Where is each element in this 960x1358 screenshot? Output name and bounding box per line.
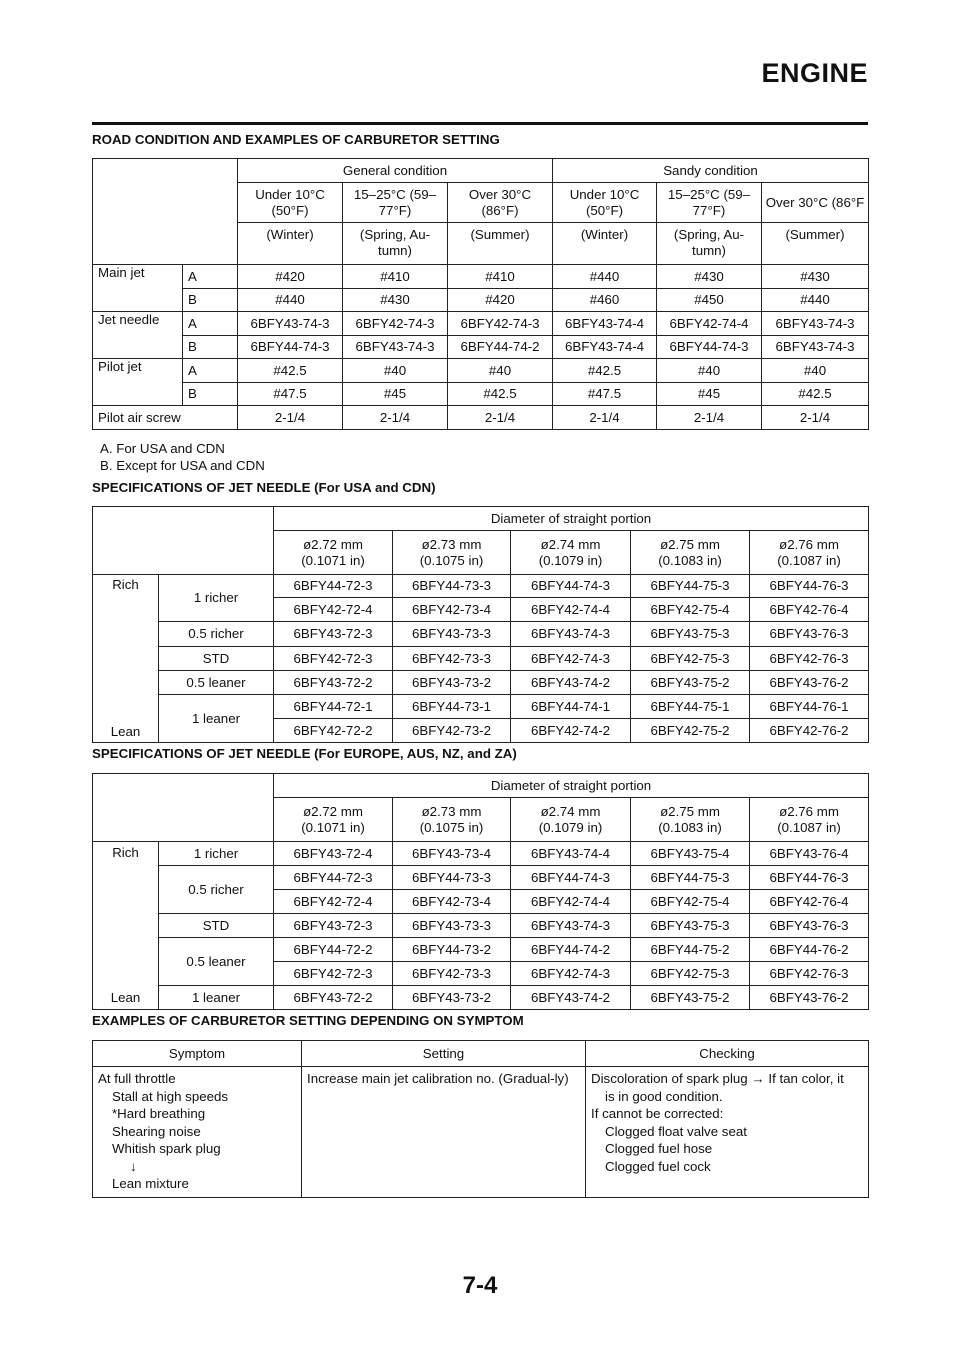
value-cell: 6BFY44-75-1 (631, 695, 750, 719)
size-header (511, 531, 631, 575)
symptom-line: Stall at high speeds (112, 1088, 229, 1104)
value-cell: 2-1/4 (553, 406, 657, 430)
table-row (93, 842, 869, 866)
item-label: Pilot air screw (93, 406, 238, 430)
symptom-cell (93, 1067, 302, 1198)
mark-cell: B (183, 336, 238, 359)
value-cell: 6BFY43-75-2 (631, 671, 750, 695)
blank-corner (93, 159, 238, 265)
rich-lean-scale (93, 842, 159, 1010)
value-cell: 6BFY43-74-2 (511, 986, 631, 1010)
value-cell: 6BFY44-72-3 (274, 575, 393, 598)
check-line: If cannot be corrected: (591, 1106, 724, 1121)
value-cell: 6BFY43-74-3 (343, 336, 448, 359)
value-cell: #47.5 (238, 383, 343, 406)
value-cell: 6BFY44-73-2 (393, 938, 511, 962)
size-mm: ø2.76 mm (779, 803, 839, 819)
value-cell: 6BFY43-74-2 (511, 671, 631, 695)
value-cell: 6BFY44-74-2 (448, 336, 553, 359)
size-header (750, 531, 869, 575)
size-mm: ø2.75 mm (660, 803, 720, 819)
note: B. Except for USA and CDN (100, 458, 265, 473)
value-cell: 6BFY42-74-4 (511, 890, 631, 914)
value-cell: 6BFY44-72-3 (274, 866, 393, 890)
size-header (511, 798, 631, 842)
table-row (93, 647, 869, 671)
value-cell: 6BFY42-75-3 (631, 647, 750, 671)
value-cell: #42.5 (553, 359, 657, 383)
setting-label: STD (159, 647, 274, 671)
value-cell: #47.5 (553, 383, 657, 406)
setting-label: STD (159, 914, 274, 938)
value-cell: 6BFY44-73-3 (393, 575, 511, 598)
item-label: Jet needle (93, 312, 183, 359)
check-line: is in good condition. (605, 1088, 723, 1104)
season-header: (Summer) (448, 223, 553, 265)
value-cell: 6BFY44-73-1 (393, 695, 511, 719)
value-cell: #42.5 (448, 383, 553, 406)
value-cell: 6BFY42-73-4 (393, 598, 511, 622)
value-cell: 6BFY43-76-3 (750, 914, 869, 938)
size-in: (0.1087 in) (777, 819, 841, 835)
value-cell: 6BFY42-74-3 (511, 647, 631, 671)
value-cell: 6BFY44-73-3 (393, 866, 511, 890)
temp-header: 15–25°C (59–77°F) (657, 183, 762, 223)
value-cell: 6BFY42-76-4 (750, 890, 869, 914)
check-line: Clogged fuel hose (605, 1141, 713, 1156)
symptom-line: *Hard breathing (112, 1106, 206, 1121)
blank-corner (93, 507, 274, 575)
value-cell: 2-1/4 (238, 406, 343, 430)
value-cell: 6BFY42-75-4 (631, 890, 750, 914)
setting-label: 0.5 leaner (159, 938, 274, 986)
value-cell: #440 (762, 289, 869, 312)
value-cell: 6BFY42-76-3 (750, 647, 869, 671)
value-cell: 6BFY42-74-4 (657, 312, 762, 336)
value-cell: 6BFY42-75-4 (631, 598, 750, 622)
value-cell: 6BFY43-74-3 (511, 914, 631, 938)
symptom-line: Shearing noise (112, 1123, 201, 1139)
value-cell: 6BFY43-73-4 (393, 842, 511, 866)
value-cell: 6BFY42-76-3 (750, 962, 869, 986)
size-mm: ø2.73 mm (421, 536, 482, 552)
checking-header: Checking (586, 1041, 869, 1067)
value-cell: #40 (657, 359, 762, 383)
value-cell: 6BFY42-74-3 (511, 962, 631, 986)
value-cell: #40 (343, 359, 448, 383)
size-mm: ø2.72 mm (303, 536, 363, 552)
value-cell: 6BFY44-74-3 (238, 336, 343, 359)
page-number: 7-4 (462, 1272, 498, 1299)
setting-label: 1 richer (159, 575, 274, 622)
value-cell: 6BFY44-72-1 (274, 695, 393, 719)
table-row (93, 938, 869, 962)
diameter-header: Diameter of straight portion (274, 774, 869, 798)
value-cell: #45 (343, 383, 448, 406)
road-condition-heading: ROAD CONDITION AND EXAMPLES OF CARBURETOR SETTING (92, 132, 500, 147)
value-cell: 6BFY42-74-2 (511, 719, 631, 743)
eu-needle-heading: SPECIFICATIONS OF JET NEEDLE (For EUROPE, AUS, NZ, and ZA) (92, 746, 517, 761)
value-cell: 6BFY43-72-2 (274, 986, 393, 1010)
setting-label: 1 leaner (159, 986, 274, 1010)
table-row (93, 622, 869, 647)
rich-lean-scale (93, 575, 159, 743)
mark-cell: A (183, 312, 238, 336)
mark-cell: A (183, 359, 238, 383)
value-cell: 6BFY42-72-3 (274, 647, 393, 671)
value-cell: 6BFY43-73-3 (393, 622, 511, 647)
value-cell: 6BFY42-75-3 (631, 962, 750, 986)
value-cell: 6BFY43-74-3 (762, 336, 869, 359)
value-cell: 6BFY43-72-4 (274, 842, 393, 866)
symptom-line: Whitish spark plug (112, 1141, 221, 1156)
value-cell: 6BFY44-76-2 (750, 938, 869, 962)
size-in: (0.1071 in) (301, 552, 365, 568)
value-cell: 6BFY44-75-3 (631, 575, 750, 598)
table-row (93, 671, 869, 695)
value-cell: #430 (657, 265, 762, 289)
value-cell: 6BFY43-76-2 (750, 986, 869, 1010)
symptom-heading: EXAMPLES OF CARBURETOR SETTING DEPENDING ON SYMPTOM (92, 1013, 524, 1028)
value-cell: 6BFY44-75-2 (631, 938, 750, 962)
value-cell: 6BFY43-72-3 (274, 622, 393, 647)
value-cell: #420 (448, 289, 553, 312)
symptom-table (92, 1040, 869, 1198)
size-in: (0.1083 in) (658, 552, 722, 568)
setting-label: 1 leaner (159, 695, 274, 743)
season-header: (Winter) (553, 223, 657, 265)
value-cell: 6BFY43-75-3 (631, 622, 750, 647)
road-condition-table (92, 158, 869, 430)
symptom-line: At full throttle (98, 1071, 176, 1086)
value-cell: #460 (553, 289, 657, 312)
value-cell: #410 (343, 265, 448, 289)
size-header (274, 531, 393, 575)
size-header (393, 798, 511, 842)
value-cell: 6BFY44-74-3 (511, 866, 631, 890)
temp-header: Over 30°C (86°F (762, 183, 869, 223)
value-cell: 6BFY43-74-4 (511, 842, 631, 866)
value-cell: 6BFY43-73-2 (393, 671, 511, 695)
value-cell: 6BFY43-73-2 (393, 986, 511, 1010)
section-title: ENGINE (761, 58, 868, 88)
value-cell: 2-1/4 (762, 406, 869, 430)
setting-label: 1 richer (159, 842, 274, 866)
value-cell: 6BFY43-75-4 (631, 842, 750, 866)
size-mm: ø2.75 mm (660, 536, 720, 552)
blank-corner (93, 774, 274, 842)
value-cell: 6BFY42-74-4 (511, 598, 631, 622)
value-cell: #440 (238, 289, 343, 312)
mark-cell: B (183, 289, 238, 312)
value-cell: 6BFY44-74-2 (511, 938, 631, 962)
size-in: (0.1075 in) (419, 552, 484, 568)
table-row (93, 914, 869, 938)
value-cell: 6BFY44-75-3 (631, 866, 750, 890)
value-cell: 6BFY42-76-4 (750, 598, 869, 622)
road-notes (100, 440, 265, 474)
value-cell: 6BFY43-74-4 (553, 312, 657, 336)
value-cell: #420 (238, 265, 343, 289)
value-cell: 6BFY43-73-3 (393, 914, 511, 938)
check-line: Clogged fuel cock (605, 1158, 711, 1174)
value-cell: 2-1/4 (343, 406, 448, 430)
value-cell: #430 (343, 289, 448, 312)
table-row (93, 986, 869, 1010)
size-header (393, 531, 511, 575)
value-cell: 6BFY44-76-1 (750, 695, 869, 719)
season-header: (Summer) (762, 223, 869, 265)
table-row (93, 289, 869, 312)
size-header (750, 798, 869, 842)
general-condition-header: General condition (238, 159, 553, 183)
season-header: (Winter) (238, 223, 343, 265)
page-header (92, 58, 868, 125)
value-cell: 6BFY44-74-1 (511, 695, 631, 719)
value-cell: 6BFY43-72-3 (274, 914, 393, 938)
value-cell: 6BFY44-74-3 (511, 575, 631, 598)
value-cell: #40 (448, 359, 553, 383)
rich-label: Rich (112, 845, 139, 860)
value-cell: 6BFY42-74-3 (343, 312, 448, 336)
value-cell: 2-1/4 (448, 406, 553, 430)
table-row (93, 359, 869, 383)
item-label: Main jet (93, 265, 183, 312)
value-cell: 6BFY42-72-4 (274, 890, 393, 914)
table-row (93, 312, 869, 336)
value-cell: 6BFY42-72-2 (274, 719, 393, 743)
value-cell: 6BFY43-76-4 (750, 842, 869, 866)
value-cell: 6BFY44-74-3 (657, 336, 762, 359)
size-mm: ø2.74 mm (540, 536, 601, 552)
value-cell: 6BFY43-74-3 (762, 312, 869, 336)
value-cell: 6BFY42-73-3 (393, 962, 511, 986)
setting-label: 0.5 richer (159, 622, 274, 647)
table-row (93, 1067, 869, 1198)
size-in: (0.1083 in) (658, 819, 722, 835)
symptom-header: Symptom (93, 1041, 302, 1067)
table-row (93, 336, 869, 359)
value-cell: 6BFY42-73-2 (393, 719, 511, 743)
value-cell: 6BFY42-76-2 (750, 719, 869, 743)
table-row (93, 575, 869, 598)
temp-header: Over 30°C (86°F) (448, 183, 553, 223)
value-cell: 6BFY42-73-3 (393, 647, 511, 671)
table-row (93, 866, 869, 890)
table-row (93, 406, 869, 430)
season-header: (Spring, Au-tumn) (343, 223, 448, 265)
value-cell: 6BFY42-72-3 (274, 962, 393, 986)
value-cell: 6BFY42-74-3 (448, 312, 553, 336)
size-in: (0.1087 in) (777, 552, 841, 568)
lean-label: Lean (110, 990, 141, 1005)
check-line: Discoloration of spark plug → If tan color, it (591, 1071, 844, 1086)
value-cell: 2-1/4 (657, 406, 762, 430)
value-cell: 6BFY42-73-4 (393, 890, 511, 914)
value-cell: #40 (762, 359, 869, 383)
value-cell: 6BFY43-72-2 (274, 671, 393, 695)
value-cell: 6BFY44-72-2 (274, 938, 393, 962)
symptom-line: Lean mixture (112, 1176, 189, 1191)
size-mm: ø2.74 mm (540, 803, 601, 819)
value-cell: #450 (657, 289, 762, 312)
item-label: Pilot jet (93, 359, 183, 406)
size-mm: ø2.72 mm (303, 803, 363, 819)
value-cell: 6BFY42-75-2 (631, 719, 750, 743)
temp-header: 15–25°C (59–77°F) (343, 183, 448, 223)
temp-header: Under 10°C (50°F) (238, 183, 343, 223)
usa-needle-table (92, 506, 869, 743)
size-mm: ø2.73 mm (421, 803, 482, 819)
setting-label: 0.5 richer (159, 866, 274, 914)
value-cell: 6BFY43-74-3 (511, 622, 631, 647)
mark-cell: B (183, 383, 238, 406)
value-cell: #45 (657, 383, 762, 406)
usa-needle-heading: SPECIFICATIONS OF JET NEEDLE (For USA and CDN) (92, 480, 436, 495)
size-in: (0.1079 in) (538, 552, 603, 568)
setting-cell: Increase main jet calibration no. (Gradual-ly) (302, 1067, 586, 1198)
value-cell: 6BFY42-72-4 (274, 598, 393, 622)
value-cell: 6BFY43-76-2 (750, 671, 869, 695)
eu-needle-table (92, 773, 869, 1010)
note: A. For USA and CDN (100, 441, 225, 456)
size-in: (0.1079 in) (538, 819, 603, 835)
value-cell: #440 (553, 265, 657, 289)
size-header (631, 531, 750, 575)
check-line: Clogged float valve seat (605, 1123, 747, 1139)
sandy-condition-header: Sandy condition (553, 159, 869, 183)
season-header: (Spring, Au-tumn) (657, 223, 762, 265)
value-cell: #42.5 (762, 383, 869, 406)
size-header (274, 798, 393, 842)
diameter-header: Diameter of straight portion (274, 507, 869, 531)
size-in: (0.1071 in) (301, 819, 365, 835)
size-in: (0.1075 in) (419, 819, 484, 835)
value-cell: 6BFY43-75-3 (631, 914, 750, 938)
temp-header: Under 10°C (50°F) (553, 183, 657, 223)
table-row (93, 265, 869, 289)
size-mm: ø2.76 mm (779, 536, 839, 552)
size-header (631, 798, 750, 842)
table-row (93, 695, 869, 719)
value-cell: 6BFY44-76-3 (750, 866, 869, 890)
value-cell: 6BFY43-74-3 (238, 312, 343, 336)
value-cell: 6BFY43-76-3 (750, 622, 869, 647)
value-cell: 6BFY44-76-3 (750, 575, 869, 598)
checking-cell (586, 1067, 869, 1198)
lean-label: Lean (110, 724, 141, 739)
table-row (93, 383, 869, 406)
setting-header: Setting (302, 1041, 586, 1067)
value-cell: #430 (762, 265, 869, 289)
value-cell: 6BFY43-74-4 (553, 336, 657, 359)
arrow-down-icon: ↓ (130, 1158, 137, 1174)
setting-label: 0.5 leaner (159, 671, 274, 695)
value-cell: #410 (448, 265, 553, 289)
value-cell: #42.5 (238, 359, 343, 383)
value-cell: 6BFY43-75-2 (631, 986, 750, 1010)
rich-label: Rich (112, 577, 139, 592)
mark-cell: A (183, 265, 238, 289)
